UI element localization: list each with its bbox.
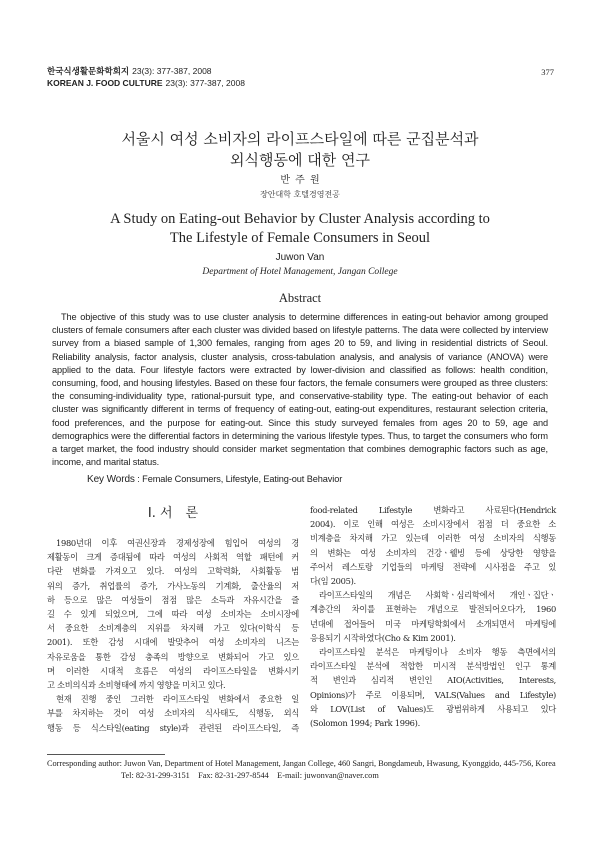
left-column-wrapper [47,505,299,735]
body-line: food-related Lifestyle 변화라고 사료된다(Hendrick [310,505,556,515]
body-line: 1980년대 이후 여권신장과 경제성장에 힘입어 여성의 경 [56,538,299,548]
body-line: 제활동이 크게 증대됨에 따라 여성의 사회적 역할 패턴에 커 [47,552,299,563]
footnote-email[interactable]: E-mail: juwonvan@naver.com [277,771,379,780]
body-line: 적 변인과 심리적 변인인 AIO(Activities, Interests, [310,675,556,686]
author-ko: 반 주 원 [280,175,320,186]
body-line: 길 수 있게 되었으며, 그에 따라 여성 소비자는 소비시장에 [47,609,299,620]
body-line: 고 소비의식과 소비형태에 까지 영향을 미치고 있다. [47,680,226,691]
abstract-body [52,311,548,486]
abstract-line: income, and marital status. [52,457,160,468]
footnote-tel: Tel: 82-31-299-3151 [121,771,190,780]
body-line: 년대에 접어들어 미국 마케팅학회에서 소개되면서 마케팅에 [310,618,556,629]
abstract-line: applied to the data. Four lifestyle factors were extracted by lower-division and classified as follows: health condition, [52,364,548,375]
body-line: 부를 차지하는 것이 여성 소비자의 식사태도, 식행동, 외식 [47,708,299,719]
citation: 23(3): 377-387, 2008 [132,66,212,76]
body-line: 다란 변화를 가져오고 있다. 여성의 고학력화, 사회활동 범 [47,566,299,577]
affiliation-en: Department of Hotel Management, Jangan College [202,267,398,277]
title-en-line: The Lifestyle of Female Consumers in Seoul [169,230,431,246]
keywords-list: : Female Consumers, Lifestyle, Eating-out Behavior [137,474,343,485]
abstract-line: survey from a biased sample of 1,300 females, ranging from ages 20 to 59, and living in residential districts of Seoul. [52,338,548,349]
right-column [310,503,556,730]
abstract-line: clusters of female consumers after each cluster was divided based on lifestyle patterns. The data were collected by interview [52,325,548,336]
abstract-line: the consuming-individuality type, rational-pursuit type, and conservative-stability type. The eating-out behavior of each [52,391,548,402]
citation: 23(3): 377-387, 2008 [165,78,245,88]
keywords-label: Key Words [87,474,135,486]
title-ko-line: 외식행동에 대한 연구 [230,151,370,169]
title-en-line: A Study on Eating-out Behavior by Cluster Analysis according to [110,211,490,227]
body-line: 자유로움을 통한 감성 충족의 방향으로 변화되어 가고 있으 [47,651,299,662]
body-line: 라이프스타일 분석은 마케팅이나 소비자 행동 측면에서의 [319,647,556,658]
journal-header-en [47,78,245,89]
journal-name-en: KOREAN J. FOOD CULTURE [47,78,163,88]
body-line: 다(임 2005). [310,576,356,587]
body-line: 응용되기 시작하였다(Cho & Kim 2001). [310,632,456,643]
journal-header-ko [47,66,212,77]
body-line: 2004). 이로 인해 여성은 소비시장에서 점점 더 중요한 소 [310,519,556,530]
section-heading-introduction: I. 서 론 [147,506,199,521]
body-line: 위의 증가, 취업률의 증가, 가사노동의 기계화, 출산율의 저 [47,580,299,591]
abstract-line: cluster was significantly different in terms of frequency of eating-out, eating-out expenditures, restaurant selection criteria, [52,404,548,415]
footnote-contact [121,770,379,781]
abstract-line: The objective of this study was to use cluster analysis to determine differences in eating-out behavior among grouped [61,312,548,322]
body-line: 2001). 또한 감성 시대에 발맞추어 여성 소비자의 니즈는 [47,637,299,648]
body-line: 비계층을 차지해 가고 있는데 이러한 여성 소비자의 식행동 [310,533,556,544]
footnote-author: Corresponding author: Juwon Van, Department of Hotel Management, Jangan College, 460 Sangri, Bongdameub, Hwasung, Kyonggido, 445-756, Korea [47,759,556,768]
body-line: 라이프스타일 분석에 적합한 미시적 분석방법인 인구 통계 [310,661,556,672]
author-en: Juwon Van [275,252,325,263]
body-line: 라이프스타일의 개념은 사회학ㆍ심리학에서 개인ㆍ집단ㆍ [319,590,556,601]
page-number: 377 [541,67,554,77]
body-line: 서 중요한 소비계층의 지위를 차지해 가고 있다(이학식 등 [47,623,299,634]
keywords [52,473,548,486]
body-line: (Solomon 1994; Park 1996). [310,718,420,729]
journal-name-ko: 한국식생활문화학회지 [47,66,130,76]
abstract-heading: Abstract [278,291,322,305]
body-line: 와 LOV(List of Values)도 광범위하게 사용되고 있다 [310,703,556,714]
affiliation-ko: 장안대학 호텔경영전공 [260,190,340,199]
body-line: Opinions)가 주로 이용되며, VALS(Values and Lifestyle) [310,689,556,700]
body-line: 며 이러한 시대적 흐름은 여성의 라이프스타일을 변화시키 [47,665,299,676]
title-ko-line: 서울시 여성 소비자의 라이프스타일에 따른 군집분석과 [121,130,479,148]
footnote-divider [47,754,165,755]
title-en [0,210,600,248]
body-line: 하 등으로 많은 여성들이 점점 많은 소득과 자유시간을 즐 [47,594,299,605]
body-line: 계층간의 차이를 표현하는 개념으로 발전되어오다가, 1960 [310,604,556,615]
body-line: 행동 등 식스타일(eating style)과 관련된 라이프스타일, 즉 [47,722,299,733]
left-column [47,536,299,735]
body-line: 주어서 레스토랑 기업들의 마케팅 전략에 시사점을 주고 있 [310,561,556,572]
footnote-fax: Fax: 82-31-297-8544 [198,771,269,780]
body-line: 현재 진행 중인 그러한 라이프스타일 변화에서 중요한 일 [56,694,299,705]
title-ko [0,129,600,171]
abstract-line: consuming, food, and housing lifestyles. Based on these four factors, the female consumers were grouped as three clusters: [52,378,548,389]
abstract-line: food preferences, and the purpose for eating-out. Since this study surveyed females from ages 20 to 59, age and [52,417,548,428]
abstract-line: Reliability analysis, factor analysis, cluster analysis, cross-tabulation analysis, and analysis of variance (ANOVA) were [52,351,548,362]
body-line: 의 변화는 여성 소비자의 건강ㆍ웰빙 등에 상당한 영향을 [310,547,556,558]
abstract-line: a target market, the food industry should consider market segmentation that combines demographic factors such as age, [52,444,548,455]
abstract-line: demographics were the differential factors in determining the various lifestyle types. Thus, to target the consumers who form [52,430,548,441]
